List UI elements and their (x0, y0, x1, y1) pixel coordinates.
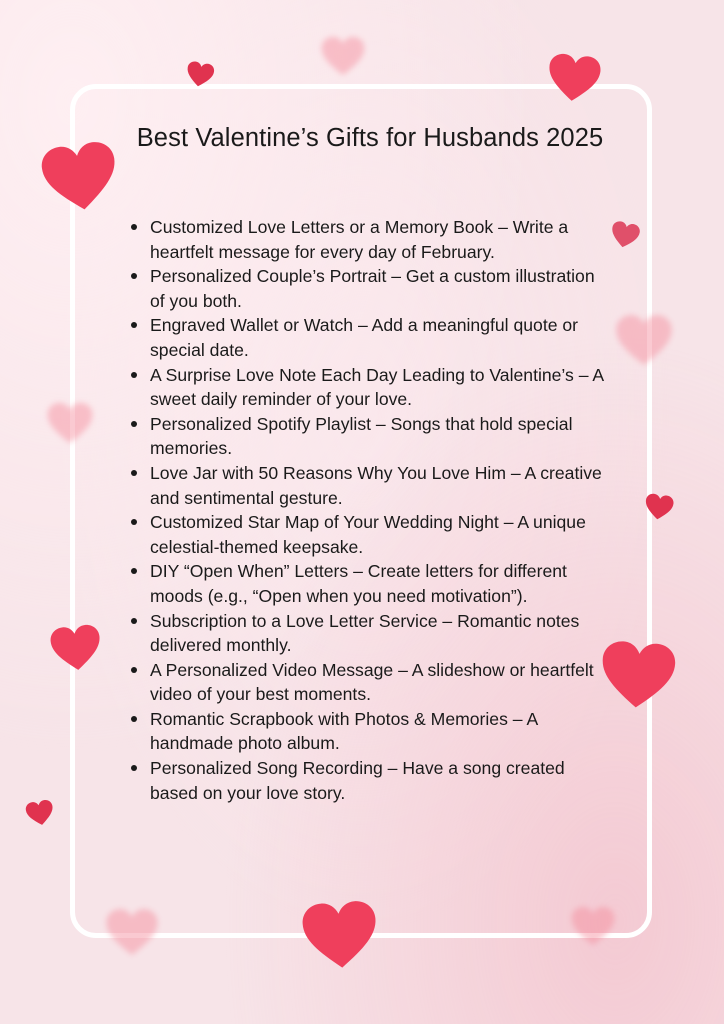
list-item: Subscription to a Love Letter Service – Romantic notes delivered monthly. (150, 609, 610, 658)
list-item: Personalized Spotify Playlist – Songs that hold special memories. (150, 412, 610, 461)
heart-icon (24, 798, 56, 828)
heart-icon (320, 36, 366, 76)
heart-icon (614, 314, 674, 366)
list-item: A Surprise Love Note Each Day Leading to Valentine’s – A sweet daily reminder of your love. (150, 363, 610, 412)
heart-icon (104, 908, 160, 956)
heart-icon (48, 622, 105, 673)
heart-icon (570, 906, 616, 946)
list-item: Personalized Couple’s Portrait – Get a custom illustration of you both. (150, 264, 610, 313)
heart-icon (545, 51, 604, 104)
heart-icon (46, 402, 94, 444)
heart-icon (37, 137, 122, 217)
list-item: A Personalized Video Message – A slideshow or heartfelt video of your best moments. (150, 658, 610, 707)
heart-icon (300, 897, 381, 972)
list-item: Romantic Scrapbook with Photos & Memories – A handmade photo album. (150, 707, 610, 756)
heart-icon (184, 60, 216, 89)
list-item: Love Jar with 50 Reasons Why You Love Him – A creative and sentimental gesture. (150, 461, 610, 510)
list-item: Customized Star Map of Your Wedding Night – A unique celestial-themed keepsake. (150, 510, 610, 559)
heart-icon (598, 638, 679, 711)
list-item: DIY “Open When” Letters – Create letters for different moods (e.g., “Open when you need motivation”). (150, 559, 610, 608)
list-item: Customized Love Letters or a Memory Book – Write a heartfelt message for every day of February. (150, 215, 610, 264)
heart-icon (642, 492, 675, 522)
list-item: Personalized Song Recording – Have a song created based on your love story. (150, 756, 610, 805)
gift-list (150, 215, 610, 805)
page-title: Best Valentine’s Gifts for Husbands 2025 (136, 124, 604, 152)
list-item: Engraved Wallet or Watch – Add a meaningful quote or special date. (150, 313, 610, 362)
